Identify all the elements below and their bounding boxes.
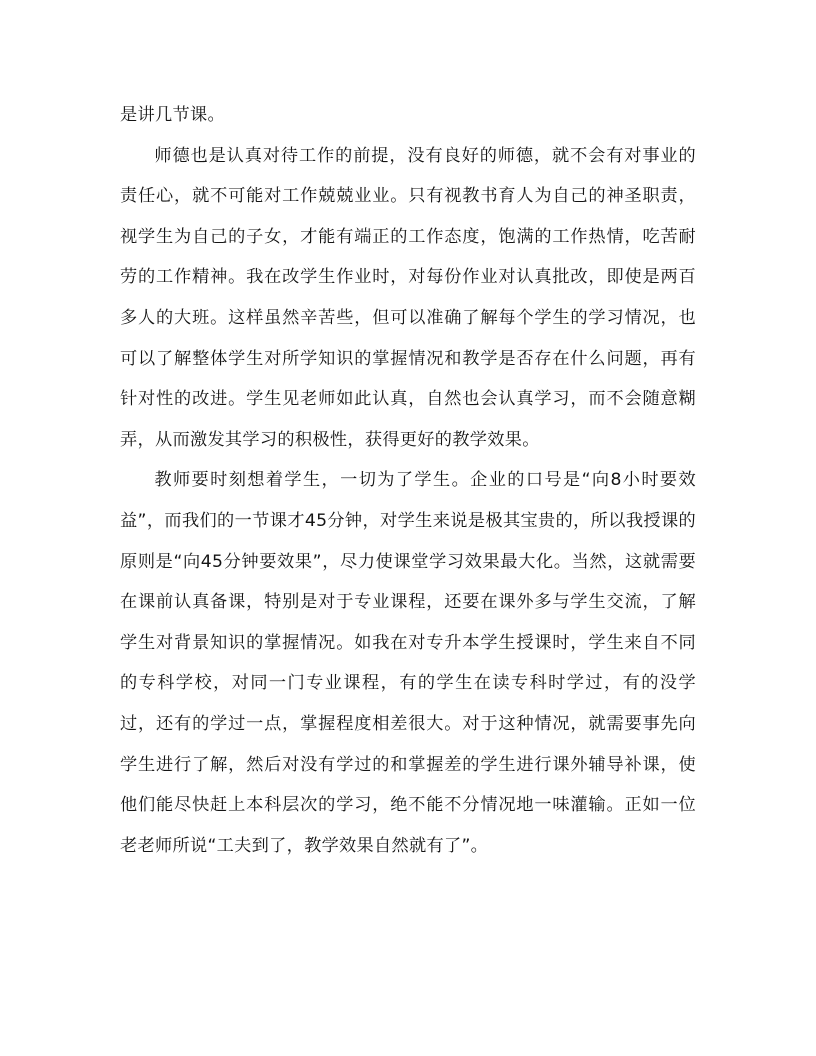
paragraph-continuation: 是讲几节课。 xyxy=(120,105,225,125)
paragraph-students-first: 教师要时刻想着学生，一切为了学生。企业的口号是“向8小时要效益”，而我们的一节课才45分钟，对学生来说是极其宝贵的，所以我授课的原则是“向45分钟要效果”，尽力使课堂学习效果最大化。当然，这就需要在课前认真备课，特别是对于专业课程，还要在课外多与学生交流，了解学生对背景知识的掌握情况。如我在对专升本学生授课时，学生来自不同的专科学校，对同一门专业课程，有的学生在读专科时学过，有的没学过，还有的学过一点，掌握程度相差很大。对于这种情况，就需要事先向学生进行了解，然后对没有学过的和掌握差的学生进行课外辅导补课，使他们能尽快赶上本科层次的学习，绝不能不分情况地一味灌输。正如一位老老师所说“工夫到了，教学效果自然就有了”。 xyxy=(120,470,696,856)
document-body xyxy=(120,95,696,866)
paragraph-teacher-ethics: 师德也是认真对待工作的前提，没有良好的师德，就不会有对事业的责任心，就不可能对工作兢兢业业。只有视教书育人为自己的神圣职责，视学生为自己的子女，才能有端正的工作态度，饱满的工作热情，吃苦耐劳的工作精神。我在改学生作业时，对每份作业对认真批改，即使是两百多人的大班。这样虽然辛苦些，但可以准确了解每个学生的学习情况，也可以了解整体学生对所学知识的掌握情况和教学是否存在什么问题，再有针对性的改进。学生见老师如此认真，自然也会认真学习，而不会随意糊弄，从而激发其学习的积极性，获得更好的教学效果。 xyxy=(120,145,696,450)
